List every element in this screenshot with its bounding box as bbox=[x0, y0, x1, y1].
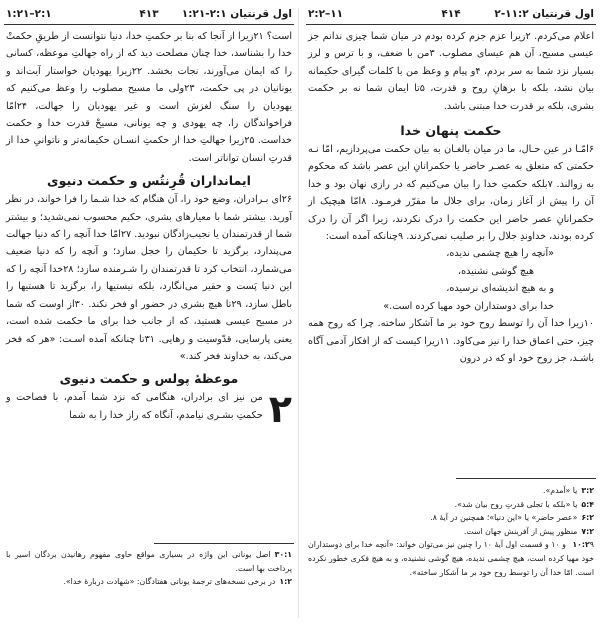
paragraph-text: من نیز ای برادران، هنگامی که نزد شما آمدم، با فصاحت و حکمتِ بشـری نیامدم، آنگاه که راز خدا را به شما bbox=[6, 392, 263, 421]
footnote-ref: ۱:۲ bbox=[279, 577, 292, 587]
section-heading: حکمت پنهان خدا bbox=[400, 123, 502, 139]
poem-line: و به هیچ اندیشه‌ای نرسیده، bbox=[446, 283, 554, 295]
paragraph: است؟ ۲۱زیرا از آنجا که بنا بر حکمتِ خدا، دنیا نتوانست از طریقِ حکمتْ خدا را بشناسد، خدا چنان مصلحت دید که از راه جهالتِ موعظه، کسانی را که ایمان می‌آورند، نجات بخشد. ۲۲زیرا یهودیان خواستار آیت‌اند و یونانیان در پی حکمت، ۲۳ولی ما مسیح مصلوب را وعظ می‌کنیم که یهودیان را سنگ لغزش است و غیر یهودیان را جهالت، ۲۴امّا فراخواندگان را، چه یهودی و چه یونانی، مسیحْ قدرت خدا و حکمت خداست. ۲۵زیرا جهالتِ خدا از حکمتِ انسـان حکیمانه‌تر و ناتوانیِ خدا از قدرتِ انسان تواناتر است. bbox=[6, 31, 292, 164]
footnote-text: یا «آمدم». bbox=[543, 486, 578, 495]
paragraph: ۲۶ای بـرادران، وضع خود را، آن هنگام که خدا شـما را فرا خواند، در نظر آورید. بیشتر شما با معیارهای بشری، حکیم محسوب نمی‌شدید؛ و بیشتر شما از قدرتمندان یا نجیب‌زادگان نبودید. ۲۷امّا خدا آنچه را که دنیا جهالت می‌پندارد، برگزید تا حکیمان را خجل سازد؛ و آنچه را که دنیا ضعیف می‌شمارد، انتخاب کرد تا قدرتمندان را شـرمنده سازد؛ ۲۸خدا آنچه را که این دنیا پَست و حقیر می‌انگارد، بلکه نیستیها را، برگزید تا هستیها را باطل سازد، ۲۹تا هیچ بشری در حضور او فخر نکند. ۳۰از اوست که شما در مسیح عیسی هستید، که از جانب خدا برای ما حکمت شده است، یعنی پارسایی، قدّوسیت و رهایی. ۳۱تا چنانکه آمده اسـت: «هر که فخر می‌کند، به خداوند فخر کند.» bbox=[6, 194, 293, 362]
footnote bbox=[308, 538, 594, 579]
footnote-text: «عصر حاضر» یا «این دنیا»؛ همچنین در آیهٔ ۸. bbox=[430, 513, 578, 523]
footnote bbox=[6, 575, 292, 589]
paragraph: ۶امّـا در عین حـال، ما در میان بالغـان به بیان حکمت می‌پردازیم، امّا نـه حکمتی که متعلق به عصـر حاضر یا حکمرانانِ این عصر باشد که محکوم به زوالند. ۷بلکه حکمتِ خدا را بیان می‌کنیم که در رازی نهان بود و خدا آن را پیش از آغاز زمان، برای جلال ما مقرّر فرمـود. ۸امّا هیچیک از حکمرانانِ عصر حاضر این حکمت را درک نکردند، زیرا اگر آن را درک کرده بودند، خداوندِ جلال را بر صلیب نمی‌کردند. ۹چنانکه آمده است: bbox=[308, 144, 594, 243]
poem-quote bbox=[308, 245, 594, 315]
footnote-rule bbox=[154, 543, 294, 544]
running-head-reference: ۱:۲۱–۲:۱ bbox=[6, 8, 52, 20]
chapter-number: ۲ bbox=[268, 387, 292, 432]
poem-line: خدا برای دوستداران خود مهیا کرده است.» bbox=[383, 300, 554, 312]
running-head bbox=[4, 6, 294, 25]
page-number: ۴۱۳ bbox=[139, 8, 159, 20]
left-page-body bbox=[6, 28, 293, 432]
running-head-title: اول قرنتیان ۱:‏۲۱-۲:‏۱ bbox=[181, 8, 292, 20]
running-head bbox=[306, 6, 596, 25]
chapter-paragraph bbox=[6, 387, 292, 432]
footnote-text: در برخی نسخه‌های ترجمهٔ یونانی هفتادگان: «شهادت دربارهٔ خدا». bbox=[63, 577, 276, 587]
running-head-reference: ۲:۲–۱۱ bbox=[308, 8, 344, 20]
footnote-text: منظور پیش از آفرینش جهان است. bbox=[463, 526, 578, 536]
footnotes bbox=[308, 484, 594, 579]
footnote bbox=[6, 548, 292, 575]
footnote-text: یا «بلکه با تجلی قدرتِ روح بیان شد». bbox=[454, 499, 578, 509]
right-page bbox=[306, 0, 596, 626]
footnote bbox=[308, 511, 594, 525]
footnote-text: ۹ و ۱۰ و قسمت اول آیهٔ ۱۰ را چنین نیز می‌توان خواند: «آنچه خدا برای دوستداران خود مهیا کرده است، هیچ چشمی ندیده، هیچ گوشی نشنیده، و به هیچ فکری خطور نکرده است. امّا خدا آن را توسط روح خود بر ما آشکار ساخته». bbox=[308, 540, 594, 577]
footnote-ref: ۱۰:۲ bbox=[572, 540, 590, 550]
poem-line: هیچ گوشی نشنیده، bbox=[458, 265, 534, 277]
section-heading: موعظهٔ پولس و حکمت دنیوی bbox=[59, 371, 239, 387]
footnote-ref: ۵:۴ bbox=[581, 499, 594, 509]
footnote bbox=[308, 525, 594, 539]
paragraph: اعلام می‌کردم. ۲زیرا عزم جزم کرده بودم در میان شما چیزی ندانم جز عیسی مسیح، آن هم عیسای مصلوب. ۳من با ضعف، و با ترس و لرز بسیار نزد شما به سر بردم، ۴و پیام و وعظ من با کلمات گیرای حکیمانه بیان نشد، بلکه با برهانِ روح و قدرت، ۵تا ایمان شما نه بر حکمت بشری، بلکه بر قدرت خدا مبتنی باشد. bbox=[308, 31, 595, 112]
page-number: ۴۱۴ bbox=[441, 8, 461, 20]
footnote bbox=[308, 484, 594, 498]
footnote-ref: ۳۰:۱ bbox=[274, 550, 292, 559]
footnotes bbox=[6, 548, 292, 589]
footnote-ref: ۳:۲ bbox=[581, 486, 594, 495]
running-head-title: اول قرنتیان ۲:‏۲-۱۱ bbox=[494, 8, 594, 20]
left-page bbox=[4, 0, 294, 626]
poem-line: «آنچه را هیچ چشمی ندیده، bbox=[446, 248, 554, 260]
right-page-body bbox=[308, 28, 594, 367]
footnote-ref: ۶:۲ bbox=[581, 513, 594, 523]
footnote-rule bbox=[456, 478, 596, 479]
footnote-ref: ۷:۲ bbox=[581, 526, 594, 536]
footnote bbox=[308, 498, 594, 512]
section-heading: ایمانداران قُرِنتُس و حکمت دنیوی bbox=[47, 173, 251, 189]
paragraph: ۱۰زیرا خدا آن را توسط روح خود بر ما آشکار ساخته. چرا که روح همه چیز، حتی اعماق خدا را نیز می‌کاود. ۱۱زیرا کیست که از افکار آدمی آگاه باشـد، جز روح خود او که در درون bbox=[308, 318, 595, 364]
gutter-divider bbox=[298, 8, 299, 618]
footnote-text: اصل یونانی این واژه در بسیاری مواقع حاوی مفهوم رهانیدن بردگان اسیر با پرداخت بها است. bbox=[6, 550, 292, 573]
